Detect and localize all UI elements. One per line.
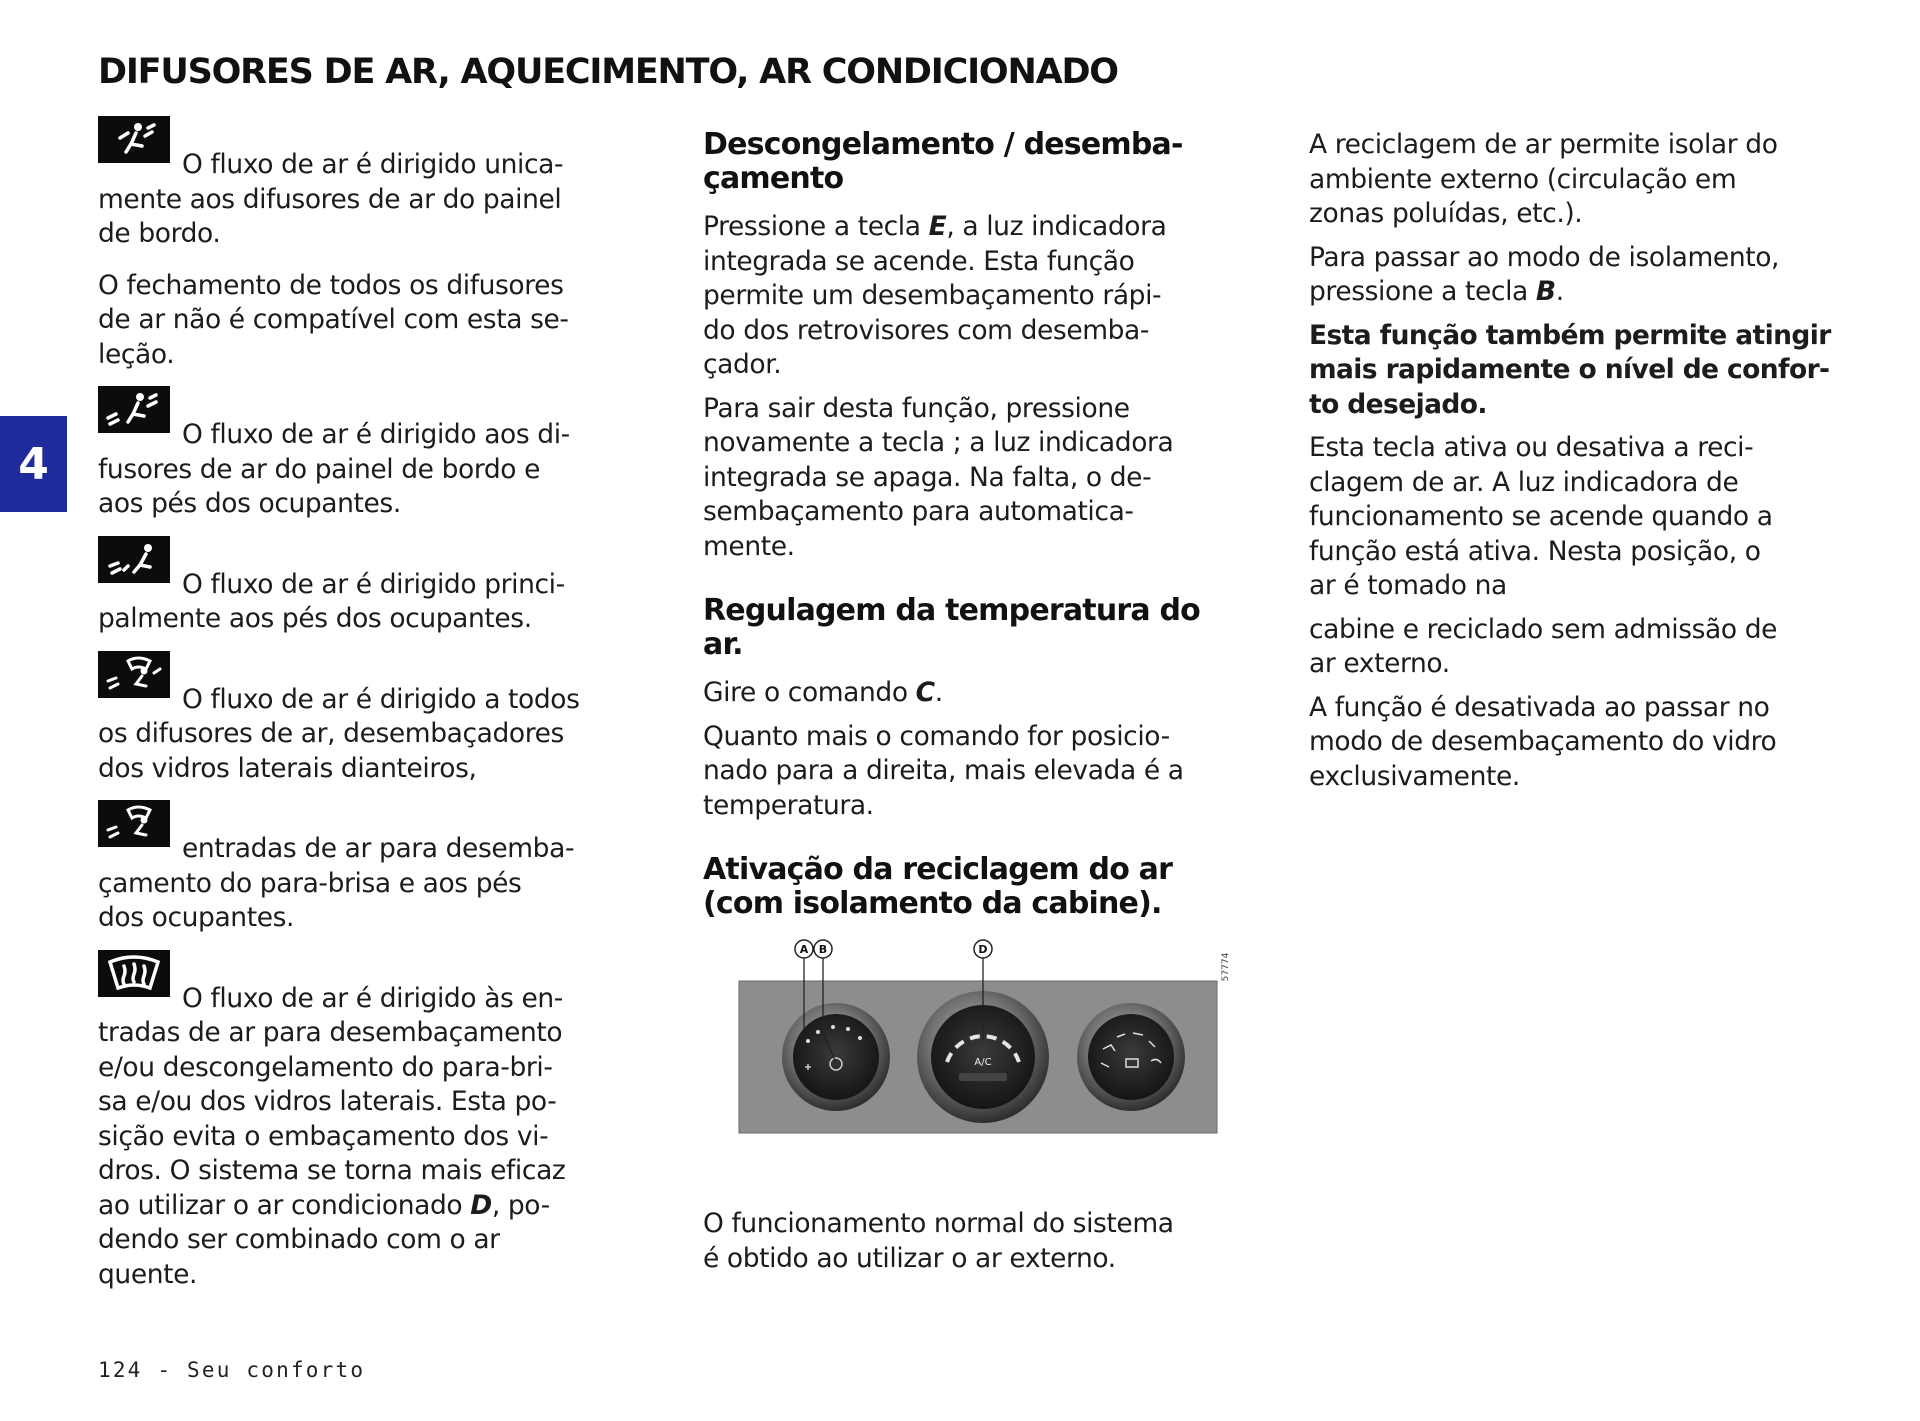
paragraph — [703, 676, 1263, 711]
mode-dashboard-entry — [98, 128, 638, 252]
text-line: do dos retrovisores com desemba- — [703, 314, 1150, 346]
text-line: O fluxo de ar é dirigido a todos — [182, 683, 580, 715]
dashboard-vent-icon — [98, 116, 170, 163]
column-right — [1309, 128, 1869, 803]
chapter-tab: 4 — [0, 416, 67, 512]
text-line: to desejado. — [1309, 388, 1487, 420]
text-line: O funcionamento normal do sistema — [703, 1208, 1174, 1239]
text-line: quente. — [98, 1258, 198, 1290]
key-c: C — [915, 677, 935, 708]
heading-line: Descongelamento / desemba- — [703, 127, 1183, 162]
text-line: integrada se acende. Esta função — [703, 245, 1135, 277]
text-line: mais rapidamente o nível de confor- — [1309, 354, 1830, 385]
heading-recirculation — [703, 853, 1263, 921]
figure-ref-number: 57774 — [1221, 952, 1231, 982]
heading-line: Ativação da reciclagem do ar — [703, 852, 1173, 887]
text-line: . — [934, 677, 943, 708]
text-line: função está ativa. Nesta posição, o — [1309, 535, 1761, 567]
column-left — [98, 128, 638, 1309]
paragraph — [1309, 128, 1869, 232]
text-line: dos ocupantes. — [98, 902, 295, 933]
text-line: Gire o comando — [703, 677, 916, 708]
text-line: mente aos difusores de ar do painel — [98, 183, 562, 215]
text-line: nado para a direita, mais elevada é a — [703, 755, 1184, 786]
heading-defrost — [703, 128, 1263, 196]
text-line: sição evita o embaçamento dos vi- — [98, 1120, 549, 1152]
control-panel-figure — [733, 937, 1233, 1147]
text-line: dos vidros laterais dianteiros, — [98, 752, 477, 784]
text-line: permite um desembaçamento rápi- — [703, 280, 1162, 311]
dashboard-and-feet-icon — [98, 386, 170, 433]
callout-d: D — [978, 943, 988, 956]
column-middle — [703, 128, 1263, 1285]
heading-line: (com isolamento da cabine). — [703, 886, 1162, 921]
text-line: Esta tecla ativa ou desativa a reci- — [1309, 432, 1754, 463]
ac-label: A/C — [974, 1057, 992, 1068]
text-line: de bordo. — [98, 218, 221, 249]
paragraph — [1309, 613, 1869, 682]
paragraph — [1309, 691, 1869, 795]
key-e: E — [928, 211, 947, 242]
paragraph — [703, 392, 1263, 565]
paragraph — [1309, 431, 1869, 604]
left-knob — [782, 1003, 890, 1111]
text-line: O fluxo de ar é dirigido princi- — [182, 568, 565, 600]
callout-a: A — [799, 943, 809, 956]
mode-feet-entry — [98, 548, 638, 637]
text-line: Esta função também permite atingir — [1309, 319, 1831, 351]
heading-temperature — [703, 594, 1263, 662]
text-line: aos pés dos ocupantes. — [98, 488, 401, 519]
right-knob — [1077, 1003, 1185, 1111]
control-panel-illustration — [733, 937, 1233, 1147]
all-vents-icon — [98, 651, 170, 698]
text-line: integrada se apaga. Na falta, o de- — [703, 461, 1152, 493]
heading-line: çamento — [703, 161, 844, 196]
heading-line: Regulagem da temperatura do — [703, 593, 1200, 628]
page-footer: 124 - Seu conforto — [98, 1358, 366, 1382]
mode-dashboard-feet-entry — [98, 398, 638, 522]
paragraph — [1309, 241, 1869, 310]
text-line: Para passar ao modo de isolamento, — [1309, 241, 1780, 273]
vents-closed-note — [98, 269, 638, 373]
text-line: zonas poluídas, etc.). — [1309, 198, 1583, 229]
text-line: modo de desembaçamento do vidro — [1309, 726, 1777, 757]
key-d: D — [470, 1189, 492, 1221]
text-line: sa e/ou dos vidros laterais. Esta po- — [98, 1086, 557, 1117]
text-line: clagem de ar. A luz indicadora de — [1309, 466, 1739, 498]
text-line: A função é desativada ao passar no — [1309, 691, 1770, 723]
text-line: Para sair desta função, pressione — [703, 392, 1130, 424]
emphasis-paragraph — [1309, 319, 1869, 423]
key-b: B — [1535, 276, 1556, 307]
mode-all-vents-entry — [98, 663, 638, 787]
text-line: çador. — [703, 349, 782, 380]
windshield-and-feet-icon — [98, 800, 170, 847]
text-line: funcionamento se acende quando a — [1309, 501, 1773, 532]
text-line: ar externo. — [1309, 648, 1450, 679]
text-line: ao utilizar o ar condicionado — [98, 1189, 471, 1221]
text-line: O fluxo de ar é dirigido às en- — [182, 982, 563, 1014]
text-line: Pressione a tecla — [703, 211, 929, 242]
text-line: dendo ser combinado com o ar — [98, 1224, 500, 1255]
text-line: O fluxo de ar é dirigido aos di- — [182, 419, 570, 450]
text-line: os difusores de ar, desembaçadores — [98, 718, 564, 749]
callout-b: B — [818, 943, 828, 956]
text-line: sembaçamento para automatica- — [703, 496, 1134, 527]
text-line: exclusivamente. — [1309, 760, 1520, 792]
text-line: dros. O sistema se torna mais eficaz — [98, 1155, 566, 1186]
feet-icon — [98, 536, 170, 583]
mode-windshield-feet-entry — [98, 812, 638, 936]
text-line: O fluxo de ar é dirigido unica- — [182, 149, 564, 180]
text-line: de ar não é compatível com esta se- — [98, 304, 569, 335]
text-line: A reciclagem de ar permite isolar do — [1309, 129, 1778, 160]
text-line: , po- — [491, 1189, 550, 1221]
text-line: ambiente externo (circulação em — [1309, 163, 1737, 195]
text-line: é obtido ao utilizar o ar externo. — [703, 1242, 1116, 1274]
text-line: entradas de ar para desemba- — [182, 833, 575, 864]
text-line: tradas de ar para desembaçamento — [98, 1017, 563, 1048]
paragraph — [703, 1207, 1263, 1276]
paragraph — [703, 720, 1263, 824]
text-line: Quanto mais o comando for posicio- — [703, 720, 1170, 752]
windshield-defrost-icon — [98, 950, 170, 997]
text-line: novamente a tecla ; a luz indicadora — [703, 427, 1174, 458]
text-line: çamento do para-brisa e aos pés — [98, 867, 522, 899]
text-line: fusores de ar do painel de bordo e — [98, 453, 541, 485]
text-line: O fechamento de todos os difusores — [98, 269, 564, 301]
text-line: palmente aos pés dos ocupantes. — [98, 603, 532, 634]
text-line: leção. — [98, 338, 175, 370]
page-title: DIFUSORES DE AR, AQUECIMENTO, AR CONDICIONADO — [98, 52, 1118, 92]
paragraph — [703, 210, 1263, 383]
text-line: cabine e reciclado sem admissão de — [1309, 613, 1778, 645]
text-line: , a luz indicadora — [946, 211, 1167, 242]
text-line: e/ou descongelamento do para-bri- — [98, 1051, 553, 1083]
text-line: . — [1555, 276, 1564, 307]
text-line: ar é tomado na — [1309, 570, 1507, 601]
text-line: pressione a tecla — [1309, 276, 1536, 307]
heading-line: ar. — [703, 627, 743, 662]
text-line: mente. — [703, 530, 795, 562]
mode-defrost-entry — [98, 962, 638, 1293]
text-line: temperatura. — [703, 789, 874, 821]
